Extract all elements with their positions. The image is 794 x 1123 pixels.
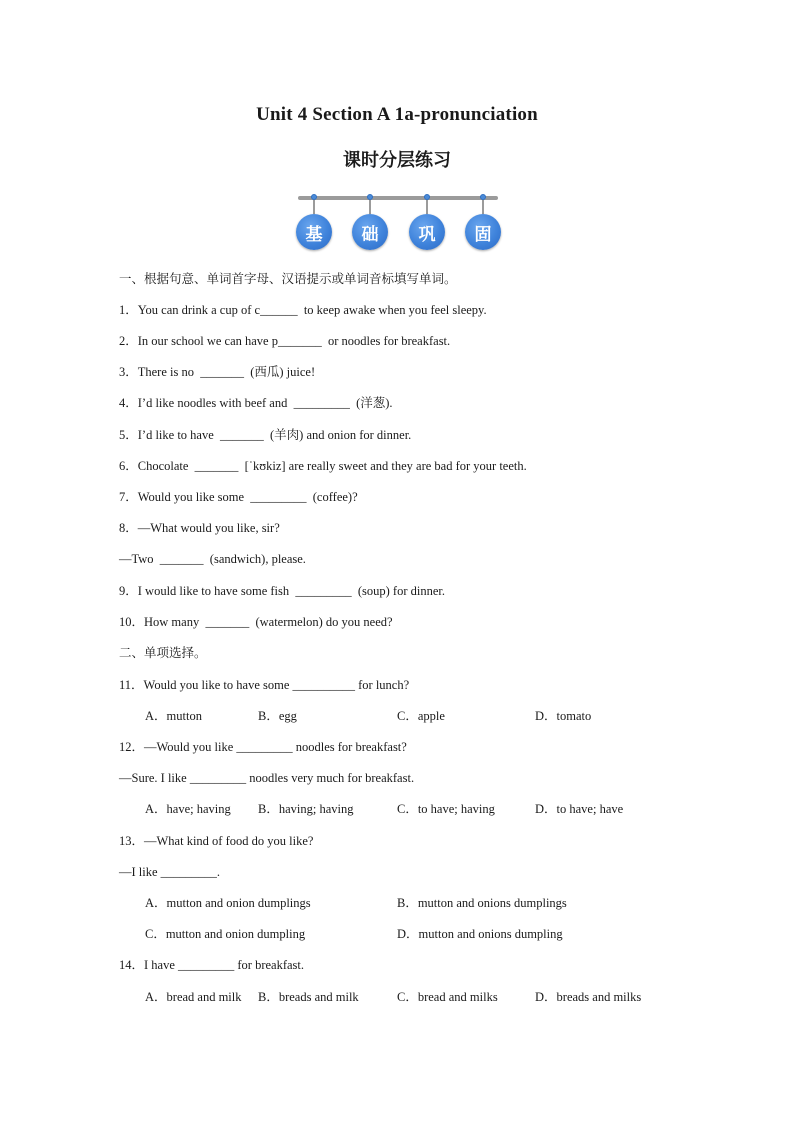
option-d: D．mutton and onions dumpling xyxy=(397,927,563,941)
question-item: 3．There is no _______ (西瓜) juice! xyxy=(119,365,316,379)
question-item: 4．I’d like noodles with beef and _________ (洋葱). xyxy=(119,396,393,410)
banner-circle-2: 础 xyxy=(352,214,388,250)
question-stem: 12．—Would you like _________ noodles for breakfast? xyxy=(119,740,407,754)
option-d: D．to have; have xyxy=(535,802,624,816)
question-item: 2．In our school we can have p_______ or noodles for breakfast. xyxy=(119,334,451,348)
banner-circle-4: 固 xyxy=(465,214,501,250)
question-item: 6．Chocolate _______ [ˈkʊkiz] are really sweet and they are bad for your teeth. xyxy=(119,459,527,473)
option-d: D．tomato xyxy=(535,709,592,723)
question-stem: 14．I have _________ for breakfast. xyxy=(119,958,305,972)
question-item: —Two _______ (sandwich), please. xyxy=(119,552,306,566)
banner-circle-3: 巩 xyxy=(409,214,445,250)
question-item: 1．You can drink a cup of c______ to keep awake when you feel sleepy. xyxy=(119,303,487,317)
banner-dot xyxy=(367,194,373,200)
section-heading-fill-in: 一、根据句意、单词首字母、汉语提示或单词音标填写单词。 xyxy=(119,271,457,286)
section-heading-multiple-choice: 二、单项选择。 xyxy=(119,645,207,660)
banner-dot xyxy=(311,194,317,200)
option-a: A．bread and milk xyxy=(145,990,242,1004)
option-c: C．mutton and onion dumpling xyxy=(145,927,306,941)
banner-circle-1: 基 xyxy=(296,214,332,250)
option-c: C．apple xyxy=(397,709,445,723)
option-a: A．mutton and onion dumplings xyxy=(145,896,311,910)
question-stem: 11．Would you like to have some __________ for lunch? xyxy=(119,678,410,692)
page-title: Unit 4 Section A 1a-pronunciation xyxy=(256,104,538,125)
banner-dot xyxy=(480,194,486,200)
option-c: C．bread and milks xyxy=(397,990,498,1004)
question-item: 5．I’d like to have _______ (羊肉) and onion for dinner. xyxy=(119,428,412,442)
option-b: B．mutton and onions dumplings xyxy=(397,896,567,910)
banner-dot xyxy=(424,194,430,200)
question-item: 9．I would like to have some fish _________ (soup) for dinner. xyxy=(119,584,445,598)
option-b: B．having; having xyxy=(258,802,354,816)
page-subtitle: 课时分层练习 xyxy=(343,150,451,171)
question-stem: 13．—What kind of food do you like? xyxy=(119,834,314,848)
question-stem: —I like _________. xyxy=(119,865,221,879)
option-d: D．breads and milks xyxy=(535,990,642,1004)
question-item: 8．—What would you like, sir? xyxy=(119,521,280,535)
option-a: A．mutton xyxy=(145,709,202,723)
question-stem: —Sure. I like _________ noodles very much for breakfast. xyxy=(119,771,415,785)
option-a: A．have; having xyxy=(145,802,231,816)
option-b: B．egg xyxy=(258,709,297,723)
banner-bar xyxy=(298,196,498,200)
option-b: B．breads and milk xyxy=(258,990,359,1004)
question-item: 10．How many _______ (watermelon) do you need? xyxy=(119,615,393,629)
question-item: 7．Would you like some _________ (coffee)? xyxy=(119,490,358,504)
option-c: C．to have; having xyxy=(397,802,495,816)
section-banner xyxy=(296,192,502,254)
